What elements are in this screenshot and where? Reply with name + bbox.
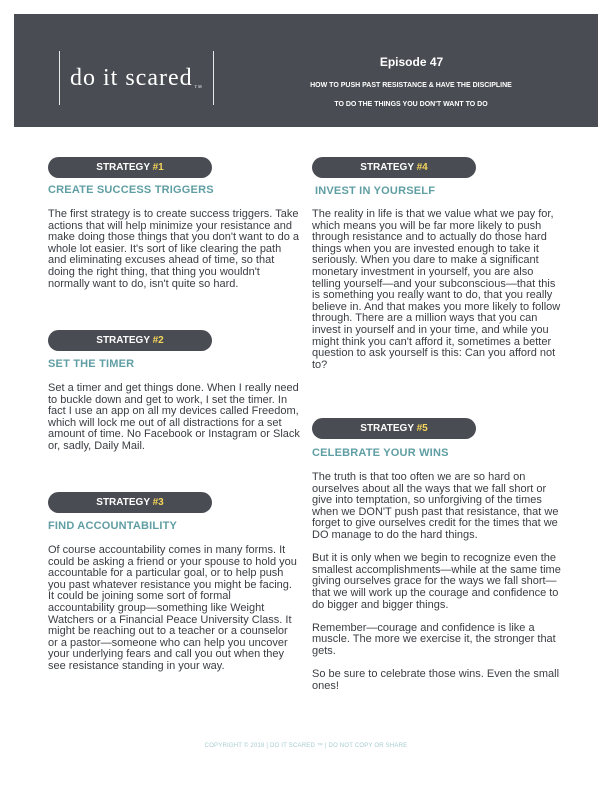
episode-subtitle-line-1: HOW TO PUSH PAST RESISTANCE & HAVE THE DISCIPLINE bbox=[310, 82, 512, 89]
strategy-4-heading: INVEST IN YOURSELF bbox=[315, 185, 436, 197]
strategy-5-body bbox=[312, 472, 562, 692]
strategy-5-heading: CELEBRATE YOUR WINS bbox=[312, 447, 449, 459]
strategy-number: #3 bbox=[152, 497, 164, 508]
strategy-2-heading: SET THE TIMER bbox=[48, 358, 135, 370]
strategy-number: #4 bbox=[416, 162, 428, 173]
episode-title: Episode 47 bbox=[379, 55, 444, 69]
logo bbox=[59, 51, 214, 105]
strategy-label: STRATEGY bbox=[96, 335, 150, 346]
strategy-2-pill bbox=[48, 330, 212, 351]
strategy-1-heading: CREATE SUCCESS TRIGGERS bbox=[48, 184, 214, 196]
strategy-label: STRATEGY bbox=[96, 497, 150, 508]
strategy-label: STRATEGY bbox=[360, 423, 414, 434]
strategy-label: STRATEGY bbox=[360, 162, 414, 173]
paragraph: Set a timer and get things done. When I really need to buckle down and get to work, I set the timer. In fact I use an app on all my devices called Freedom, which will lock me out of all distractions for a set amount of time. No Facebook or Instagram or Slack or, sadly, Daily Mail. bbox=[48, 382, 300, 452]
strategy-1-pill bbox=[48, 157, 212, 178]
logo-text: do it scared bbox=[70, 64, 193, 91]
header-banner bbox=[14, 14, 598, 127]
paragraph: But it is only when we begin to recognize even the smallest accomplishments—while at the same time giving ourselves grace for the ways we fall short—that we will work up the courage and confidence to do bigger and bigger things. bbox=[312, 552, 561, 611]
strategy-number: #2 bbox=[152, 335, 164, 346]
strategy-number: #5 bbox=[416, 423, 428, 434]
strategy-3-pill bbox=[48, 492, 212, 513]
episode-subtitle bbox=[268, 76, 554, 114]
strategy-2-body bbox=[48, 383, 300, 453]
strategy-label: STRATEGY bbox=[96, 162, 150, 173]
strategy-1-body bbox=[48, 209, 300, 290]
strategy-4-body bbox=[312, 209, 562, 371]
strategy-5-pill bbox=[312, 418, 476, 439]
paragraph: The first strategy is to create success triggers. Take actions that will help minimize your resistance and make doing those things that you don't want to do a whole lot easier. It's sort of like clearing the path and eliminating excuses ahead of time, so that doing the right thing, that thing you wouldn't normally want to do, isn't quite so hard. bbox=[48, 208, 299, 290]
strategy-3-body bbox=[48, 545, 300, 673]
episode-subtitle-line-2: TO DO THE THINGS YOU DON'T WANT TO DO bbox=[334, 101, 488, 108]
paragraph: Remember—courage and confidence is like a muscle. The more we exercise it, the stronger that gets. bbox=[312, 621, 556, 657]
footer-copyright: COPYRIGHT © 2018 | DO IT SCARED ™ | DO NOT COPY OR SHARE bbox=[204, 743, 408, 749]
paragraph: The truth is that too often we are so hard on ourselves about all the ways that we fall short or give into temptation, so unforgiving of the times when we DON'T push past that resistance, that we forget to give ourselves credit for the times that we DO manage to do the hard things. bbox=[312, 471, 559, 541]
strategy-number: #1 bbox=[152, 162, 164, 173]
logo-trademark: TM bbox=[194, 83, 203, 89]
strategy-4-pill bbox=[312, 157, 476, 178]
paragraph: The reality in life is that we value what we pay for, which means you will be far more likely to push through resistance and to actually do those hard things when you are invested enough to take it seriously. When you dare to make a significant monetary investment in yourself, you are also telling yourself—and your subconscious—that this is something you really want to do, that you really believe in. And that makes you more likely to follow through. There are a million ways that you can invest in yourself and in your time, and while you might think you can't afford it, sometimes a better question to ask yourself is this: Can you afford not to? bbox=[312, 208, 561, 371]
paragraph: Of course accountability comes in many forms. It could be asking a friend or your spouse to hold you accountable for a particular goal, or to help push you past whatever resistance you might be facing. It could be joining some sort of formal accountability group—something like Weight Watchers or a Financial Peace University Class. It might be reaching out to a teacher or a counselor or a pastor—someone who can help you uncover your underlying fears and call you out when they see resistance standing in your way. bbox=[48, 544, 297, 672]
paragraph: So be sure to celebrate those wins. Even the small ones! bbox=[312, 668, 560, 692]
strategy-3-heading: FIND ACCOUNTABILITY bbox=[48, 520, 178, 532]
